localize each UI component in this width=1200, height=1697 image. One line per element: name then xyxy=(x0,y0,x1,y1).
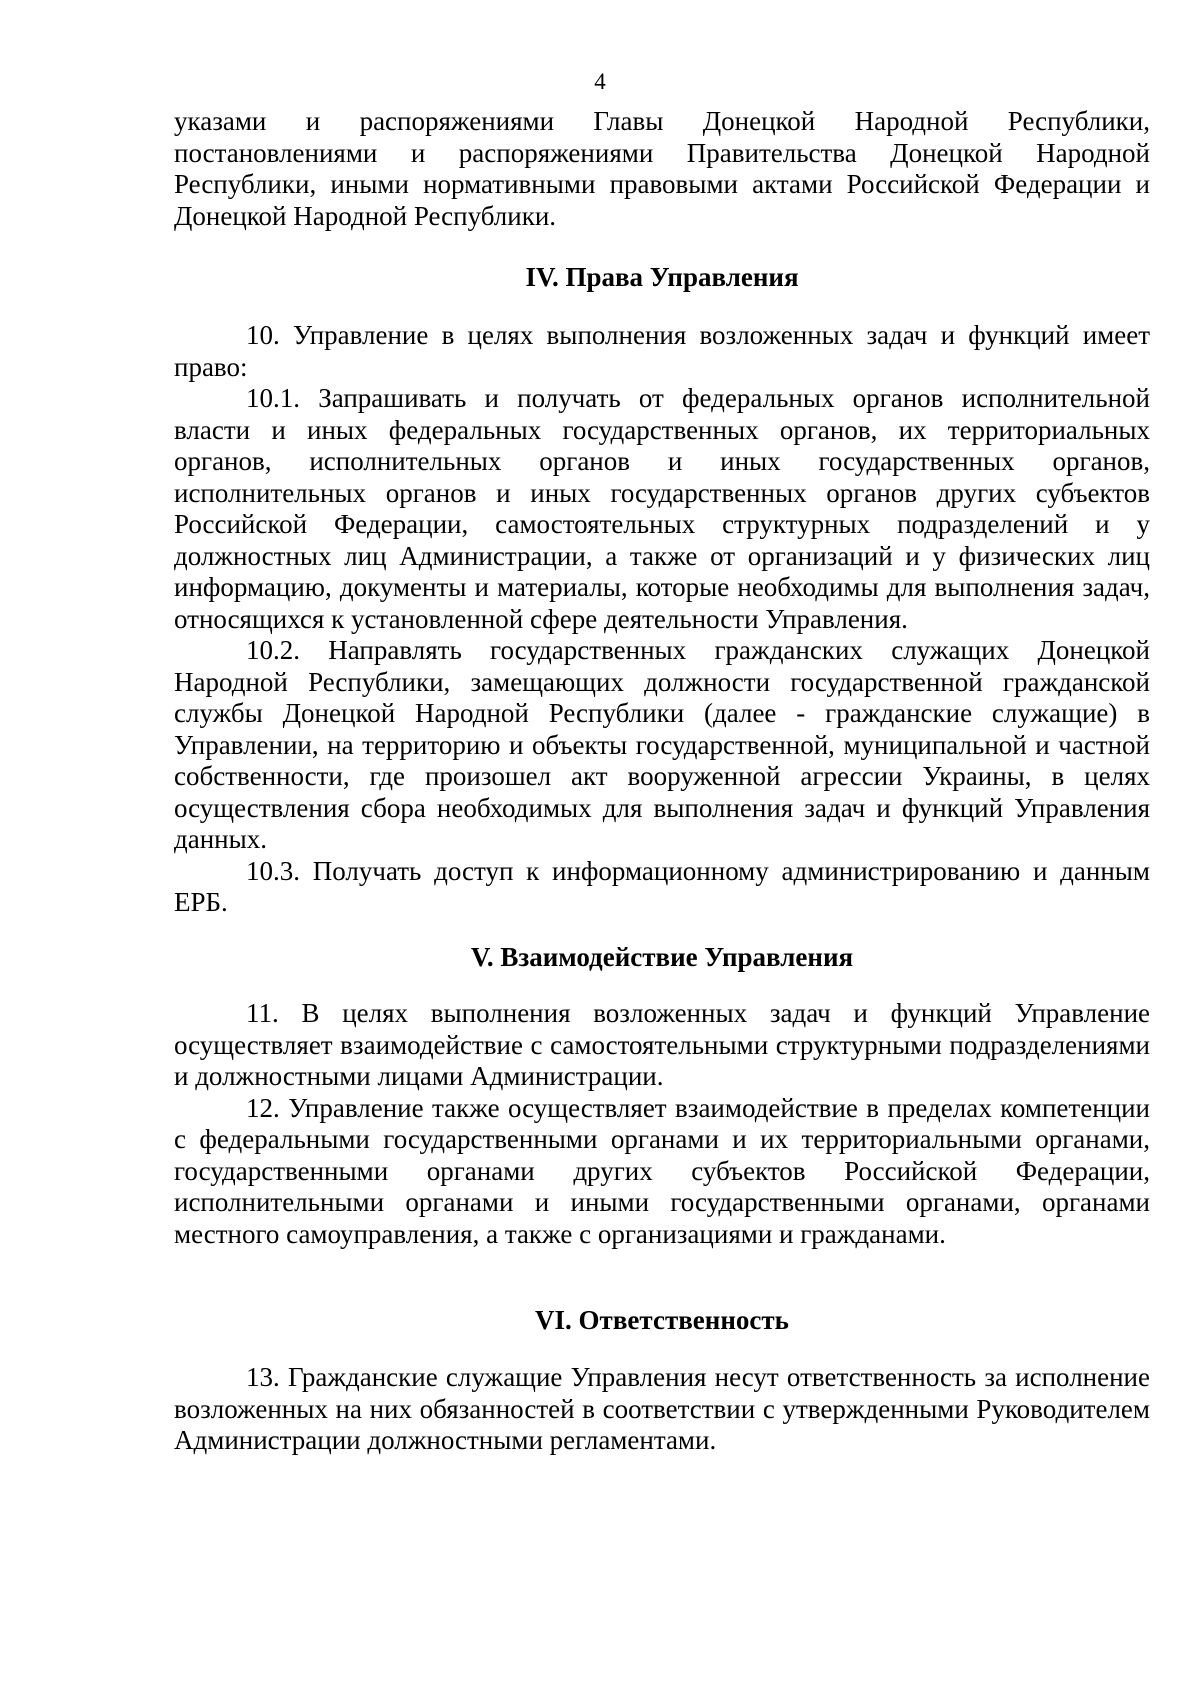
section-4-heading-block xyxy=(174,262,1150,294)
section-6-heading-block xyxy=(174,1305,1150,1337)
page-number: 4 xyxy=(594,69,606,94)
paragraph-11: 11. В целях выполнения возложенных задач и функций Управление осуществляет взаимодействие с самостоятельными структурными подразделениями и должностными лицами Администрации. xyxy=(174,998,1150,1091)
section-6-heading: VI. Ответственность xyxy=(535,1305,789,1335)
paragraph-10: 10. Управление в целях выполнения возложенных задач и функций имеет право: xyxy=(174,320,1150,382)
paragraph-13: 13. Гражданские служащие Управления несут ответственность за исполнение возложенных на них обязанностей в соответствии с утвержденными Руководителем Администрации должностными регламентами. xyxy=(174,1362,1150,1455)
paragraph-10-1: 10.1. Запрашивать и получать от федеральных органов исполнительной власти и иных федеральных государственных органов, их территориальных органов, исполнительных органов и иных государственных органов, исполнительных органов и иных государственных органов других субъектов Российской Федерации, самостоятельных структурных подразделений и у должностных лиц Администрации, а также от организаций и у физических лиц информацию, документы и материалы, которые необходимы для выполнения задач, относящихся к установленной сфере деятельности Управления. xyxy=(174,383,1150,634)
paragraph-10-2: 10.2. Направлять государственных гражданских служащих Донецкой Народной Республики, замещающих должности государственной гражданской службы Донецкой Народной Республики (далее - гражданские служащие) в Управлении, на территорию и объекты государственной, муниципальной и частной собственности, где произошел акт вооруженной агрессии Украины, в целях осуществления сбора необходимых для выполнения задач и функций Управления данных. xyxy=(174,635,1150,854)
section-6-body xyxy=(174,1362,1150,1457)
section-4-heading: IV. Права Управления xyxy=(525,262,799,292)
section-5-heading: V. Взаимодействие Управления xyxy=(470,942,854,972)
continuation-block xyxy=(174,106,1150,232)
paragraph-12: 12. Управление также осуществляет взаимодействие в пределах компетенции с федеральными государственными органами и их территориальными органами, государственными органами других субъектов Российской Федерации, исполнительными органами и иными государственными органами, органами местного самоуправления, а также с организациями и гражданами. xyxy=(174,1092,1150,1249)
continuation-paragraph: указами и распоряжениями Главы Донецкой Народной Республики, постановлениями и распоряжениями Правительства Донецкой Народной Республики, иными нормативными правовыми актами Российской Федерации и Донецкой Народной Республики. xyxy=(174,106,1150,231)
section-5-body xyxy=(174,998,1150,1250)
paragraph-10-3: 10.3. Получать доступ к информационному администрированию и данным ЕРБ. xyxy=(174,855,1150,917)
section-5-heading-block xyxy=(174,942,1150,974)
section-4-body xyxy=(174,320,1150,919)
